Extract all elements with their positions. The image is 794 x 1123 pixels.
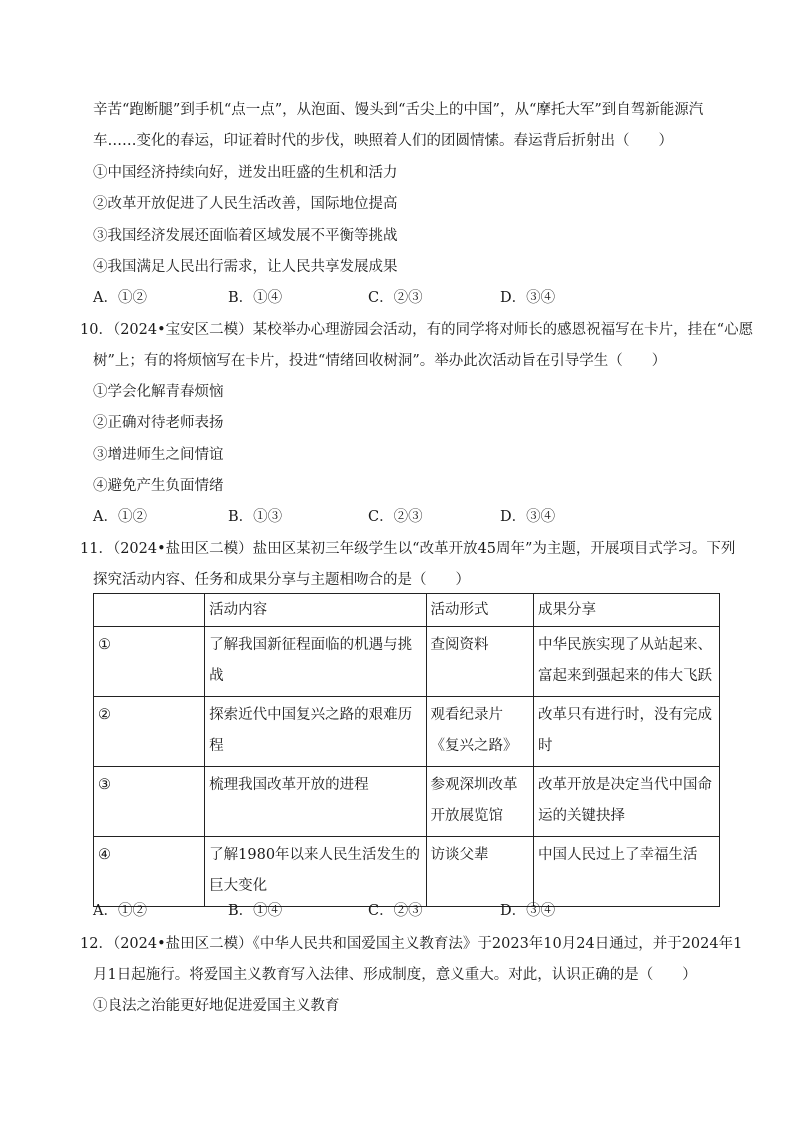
table-cell: 梳理我国改革开放的进程 <box>205 767 426 837</box>
q9-item-1: ①中国经济持续向好，迸发出旺盛的生机和活力 <box>93 165 398 181</box>
q12-item-1: ①良法之治能更好地促进爱国主义教育 <box>93 998 340 1014</box>
table-cell: 观看纪录片《复兴之路》 <box>426 697 534 767</box>
table-cell: 了解1980年以来人民生活发生的巨大变化 <box>205 837 426 907</box>
q11-activity-table <box>93 593 720 907</box>
q11-stem-line2: 探究活动内容、任务和成果分享与主题相吻合的是（ ） <box>93 572 470 588</box>
table-row <box>94 697 720 767</box>
q9-stem-line2: 车……变化的春运，印证着时代的步伐，映照着人们的团圆情愫。春运背后折射出（ ） <box>93 133 673 149</box>
q11-option-c[interactable]: C．②③ <box>368 903 423 919</box>
q11-option-a[interactable]: A．①② <box>93 903 147 919</box>
q9-option-d[interactable]: D．③④ <box>500 290 556 306</box>
table-header-cell: 活动内容 <box>205 594 426 627</box>
table-cell: 改革只有进行时，没有完成时 <box>534 697 720 767</box>
table-header-cell: 成果分享 <box>534 594 720 627</box>
q10-option-b[interactable]: B．①③ <box>228 509 283 525</box>
table-cell: 中国人民过上了幸福生活 <box>534 837 720 907</box>
q9-option-a[interactable]: A．①② <box>93 290 147 306</box>
table-row <box>94 837 720 907</box>
table-cell: 改革开放是决定当代中国命运的关键抉择 <box>534 767 720 837</box>
q9-item-2: ②改革开放促进了人民生活改善，国际地位提高 <box>93 196 398 212</box>
q11-option-d[interactable]: D．③④ <box>500 903 556 919</box>
table-cell: 了解我国新征程面临的机遇与挑战 <box>205 627 426 697</box>
q10-stem-line1: 10．（2024•宝安区二模）某校举办心理游园会活动，有的同学将对师长的感恩祝福写在卡片，挂在“心愿 <box>80 322 754 338</box>
q10-option-d[interactable]: D．③④ <box>500 509 556 525</box>
q9-option-b[interactable]: B．①④ <box>228 290 283 306</box>
q10-item-2: ②正确对待老师表扬 <box>93 415 224 431</box>
q10-item-3: ③增进师生之间情谊 <box>93 447 224 463</box>
q9-item-3: ③我国经济发展还面临着区域发展不平衡等挑战 <box>93 228 398 244</box>
q10-option-a[interactable]: A．①② <box>93 509 147 525</box>
q11-option-b[interactable]: B．①④ <box>228 903 283 919</box>
table-cell: 探索近代中国复兴之路的艰难历程 <box>205 697 426 767</box>
q9-stem-line1: 辛苦“跑断腿”到手机“点一点”，从泡面、馒头到“舌尖上的中国”，从“摩托大军”到自驾新能源汽 <box>93 102 704 118</box>
q9-option-c[interactable]: C．②③ <box>368 290 423 306</box>
q12-stem-line2: 月1日起施行。将爱国主义教育写入法律、形成制度，意义重大。对此，认识正确的是（ ） <box>93 967 697 983</box>
table-cell: 中华民族实现了从站起来、富起来到强起来的伟大飞跃 <box>534 627 720 697</box>
q9-item-4: ④我国满足人民出行需求，让人民共享发展成果 <box>93 259 398 275</box>
table-cell: 访谈父辈 <box>426 837 534 907</box>
table-cell: ① <box>94 627 205 697</box>
q11-stem-line1: 11．（2024•盐田区二模）盐田区某初三年级学生以“改革开放45周年”为主题，开展项目式学习。下列 <box>80 541 736 557</box>
table-header-cell: 活动形式 <box>426 594 534 627</box>
q10-item-4: ④避免产生负面情绪 <box>93 478 224 494</box>
q10-option-c[interactable]: C．②③ <box>368 509 423 525</box>
table-row <box>94 627 720 697</box>
table-cell: 参观深圳改革开放展览馆 <box>426 767 534 837</box>
table-cell: ③ <box>94 767 205 837</box>
table-cell: ④ <box>94 837 205 907</box>
q12-stem-line1: 12．（2024•盐田区二模）《中华人民共和国爱国主义教育法》于2023年10月24日通过，并于2024年1 <box>80 936 743 952</box>
q10-item-1: ①学会化解青春烦恼 <box>93 384 224 400</box>
table-row <box>94 767 720 837</box>
table-header-cell <box>94 594 205 627</box>
q10-stem-line2: 树”上；有的将烦恼写在卡片，投进“情绪回收树洞”。举办此次活动旨在引导学生（ ） <box>93 353 667 369</box>
table-header-row <box>94 594 720 627</box>
table-cell: ② <box>94 697 205 767</box>
table-cell: 查阅资料 <box>426 627 534 697</box>
